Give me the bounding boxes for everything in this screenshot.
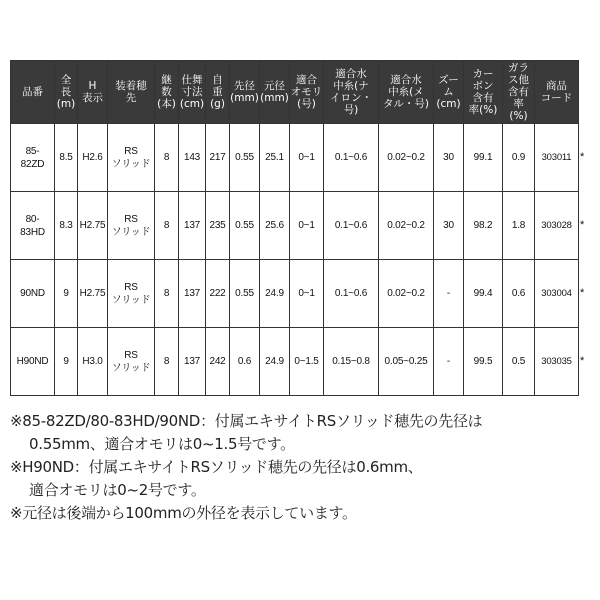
header-line: カー [472, 68, 494, 80]
cell-tip [108, 260, 155, 328]
header-line: (本) [157, 98, 176, 110]
cell-tip-dia: 0.6 [230, 328, 260, 396]
cell-weight: 242 [206, 328, 230, 396]
cell-tip [108, 328, 155, 396]
cell-closed: 143 [179, 124, 206, 192]
cell-line-nylon: 0.1~0.6 [324, 124, 379, 192]
header-line: 中糸(ナ [333, 80, 369, 92]
header-line: コード [540, 92, 573, 104]
cell-model [11, 328, 55, 396]
header-carbon-ratio [464, 61, 503, 124]
table-row [11, 192, 589, 260]
header-line-nylon [324, 61, 379, 124]
cell-weight: 222 [206, 260, 230, 328]
header-line: (%) [509, 110, 528, 122]
cell-line: 90ND [20, 288, 45, 299]
header-line: 品番 [22, 86, 43, 98]
cell-glass: 0.6 [503, 260, 535, 328]
header-line: (mm) [230, 92, 259, 104]
header-weight [206, 61, 230, 124]
header-line: 中糸(メ [388, 86, 424, 98]
header-line: 適合水 [390, 74, 422, 86]
header-sinker-range [290, 61, 324, 124]
cell-glass: 0.9 [503, 124, 535, 192]
cell-line: 80- [25, 213, 40, 225]
cell-line: ソリッド [111, 226, 151, 238]
cell-sinker: 0~1 [290, 260, 324, 328]
header-line: (g) [210, 98, 225, 110]
cell-closed: 137 [179, 260, 206, 328]
cell-line-nylon: 0.1~0.6 [324, 192, 379, 260]
header-glass-ratio [503, 61, 535, 124]
footnotes [10, 410, 595, 525]
cell-zoom: 30 [434, 124, 464, 192]
cell-sections: 8 [155, 192, 179, 260]
cell-h: H3.0 [78, 328, 108, 396]
cell-mark: * [580, 151, 585, 163]
header-line: 号) [343, 104, 359, 116]
header-line: (号) [297, 98, 316, 110]
spec-table [10, 60, 589, 396]
cell-length: 9 [55, 328, 78, 396]
cell-line-nylon: 0.15~0.8 [324, 328, 379, 396]
header-line: H [88, 80, 97, 92]
cell-sinker: 0~1.5 [290, 328, 324, 396]
cell-sections: 8 [155, 260, 179, 328]
cell-line: ソリッド [111, 362, 151, 374]
header-closed-length [179, 61, 206, 124]
header-line: 含有 [472, 92, 494, 104]
cell-glass: 0.5 [503, 328, 535, 396]
table-row [11, 328, 589, 396]
header-row [11, 61, 589, 124]
cell-code: 303035 [535, 328, 579, 396]
header-line: ボン [472, 80, 494, 92]
header-line: 率 [513, 98, 524, 110]
cell-code: 303004 [535, 260, 579, 328]
cell-weight: 217 [206, 124, 230, 192]
cell-carbon: 99.5 [464, 328, 503, 396]
cell-line: RS [124, 349, 138, 361]
cell-line: 85- [25, 145, 40, 157]
header-line: 自 [212, 74, 223, 86]
cell-sections: 8 [155, 328, 179, 396]
cell-sinker: 0~1 [290, 124, 324, 192]
cell-tip-dia: 0.55 [230, 192, 260, 260]
header-line: 先 [125, 92, 137, 104]
header-line: 重 [212, 86, 223, 98]
header-line: 長 [60, 86, 72, 98]
header-line-metal [379, 61, 434, 124]
footnote-line: ※元径は後端から100mmの外径を表示しています。 [10, 504, 357, 522]
header-line: 適合水 [335, 68, 367, 80]
cell-mark: * [580, 355, 585, 367]
header-line: 継 [161, 74, 172, 86]
header-line: 表示 [82, 92, 103, 104]
cell-mark: * [580, 287, 585, 299]
cell-carbon: 99.1 [464, 124, 503, 192]
header-line: 装着穂 [115, 80, 147, 92]
header-line: ガラ [508, 62, 529, 74]
table-row [11, 124, 589, 192]
cell-h: H2.75 [78, 192, 108, 260]
header-line: ス他 [508, 74, 529, 86]
header-line: 先径 [234, 80, 255, 92]
cell-line-metal: 0.02~0.2 [379, 192, 434, 260]
cell-butt-dia: 24.9 [260, 260, 290, 328]
table-row [11, 260, 589, 328]
cell-tip-dia: 0.55 [230, 260, 260, 328]
header-line: タル・号) [382, 98, 430, 110]
footnote-line: 0.55mm、適合オモリは0~1.5号です。 [29, 435, 295, 453]
header-line: 元径 [264, 80, 285, 92]
header-butt-diameter [260, 61, 290, 124]
cell-line: RS [124, 213, 138, 225]
header-line: (cm) [179, 98, 205, 110]
header-line: (m) [56, 98, 76, 110]
cell-h: H2.75 [78, 260, 108, 328]
cell-line: H90ND [16, 356, 49, 367]
cell-butt-dia: 25.6 [260, 192, 290, 260]
cell-model [11, 260, 55, 328]
header-line: オモリ [290, 86, 323, 98]
header-line: 商品 [546, 80, 567, 92]
header-line: (cm) [436, 98, 461, 110]
cell-sinker: 0~1 [290, 192, 324, 260]
header-line: (mm) [260, 92, 289, 104]
header-line: ズーム [438, 74, 459, 98]
cell-line-metal: 0.02~0.2 [379, 260, 434, 328]
header-sections [155, 61, 179, 124]
cell-model [11, 124, 55, 192]
cell-h: H2.6 [78, 124, 108, 192]
footnote-line: 適合オモリは0~2号です。 [29, 481, 206, 499]
header-line: 含有 [508, 86, 529, 98]
footnote-line: ※H90ND：付属エキサイトRSソリッド穂先の先径は0.6mm、 [10, 458, 423, 476]
cell-closed: 137 [179, 192, 206, 260]
table-body [11, 124, 589, 396]
header-h-display [78, 61, 108, 124]
cell-code: 303011 [535, 124, 579, 192]
header-line: 仕舞 [181, 74, 203, 86]
cell-zoom: - [434, 260, 464, 328]
cell-line-metal: 0.02~0.2 [379, 124, 434, 192]
cell-length: 8.5 [55, 124, 78, 192]
cell-zoom: 30 [434, 192, 464, 260]
cell-length: 8.3 [55, 192, 78, 260]
cell-zoom: - [434, 328, 464, 396]
header-line: 率(%) [468, 104, 498, 116]
header-tip-diameter [230, 61, 260, 124]
cell-mark: * [580, 219, 585, 231]
cell-line: RS [124, 145, 138, 157]
header-length [55, 61, 78, 124]
cell-code: 303028 [535, 192, 579, 260]
header-product-code [535, 61, 579, 124]
cell-tip-dia: 0.55 [230, 124, 260, 192]
cell-length: 9 [55, 260, 78, 328]
footnote-line: ※85-82ZD/80-83HD/90ND：付属エキサイトRSソリッド穂先の先径は [10, 412, 483, 430]
header-line: 適合 [296, 74, 317, 86]
cell-line: ソリッド [111, 294, 151, 306]
cell-line: RS [124, 281, 138, 293]
cell-sections: 8 [155, 124, 179, 192]
header-tip-type [108, 61, 155, 124]
cell-line: 82ZD [20, 158, 45, 170]
cell-line-metal: 0.05~0.25 [379, 328, 434, 396]
cell-model [11, 192, 55, 260]
header-line: 全 [60, 74, 72, 86]
cell-carbon: 99.4 [464, 260, 503, 328]
cell-butt-dia: 25.1 [260, 124, 290, 192]
header-model [11, 61, 55, 124]
cell-tip [108, 124, 155, 192]
cell-line-nylon: 0.1~0.6 [324, 260, 379, 328]
cell-weight: 235 [206, 192, 230, 260]
cell-line: ソリッド [111, 158, 151, 170]
header-line: イロン・ [330, 92, 372, 104]
header-zoom [434, 61, 464, 124]
header-line: 数 [161, 86, 172, 98]
cell-closed: 137 [179, 328, 206, 396]
header-mark-spacer [579, 61, 589, 124]
cell-line: 83HD [20, 226, 45, 238]
cell-butt-dia: 24.9 [260, 328, 290, 396]
cell-glass: 1.8 [503, 192, 535, 260]
cell-carbon: 98.2 [464, 192, 503, 260]
header-line: 寸法 [181, 86, 203, 98]
cell-tip [108, 192, 155, 260]
